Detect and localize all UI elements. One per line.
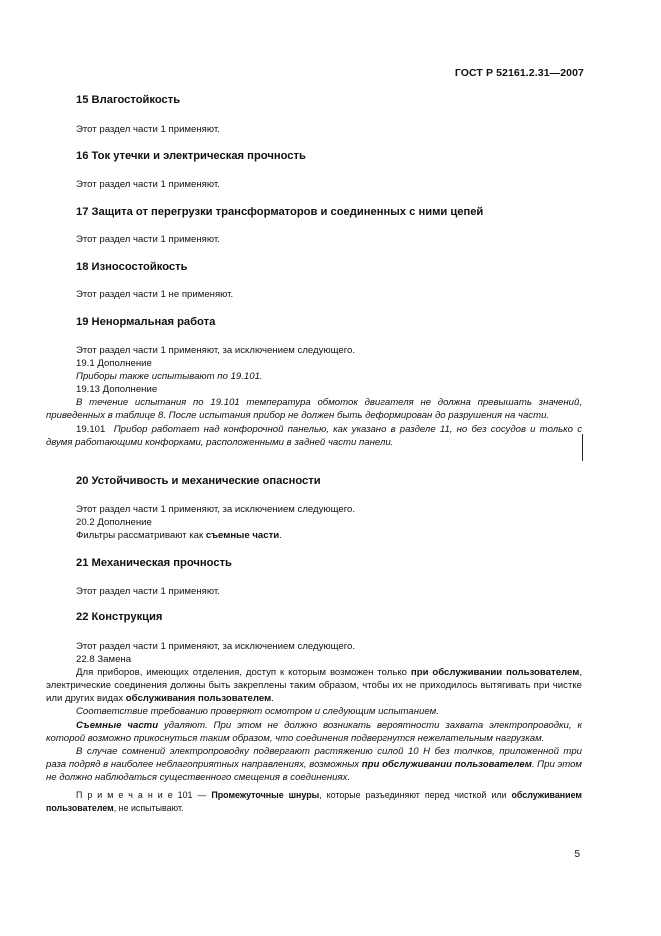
term-user-maintenance-3: при обслуживании пользователем xyxy=(361,758,532,770)
term-intermediate-cords: Промежуточные шнуры xyxy=(211,790,320,801)
clause-19-1-text: Приборы также испытывают по 19.101. xyxy=(76,371,263,383)
note-number: 101 — xyxy=(177,790,212,801)
term-detachable-parts-2: Съемные части xyxy=(76,719,159,731)
section-18-heading: 18 Износостойкость xyxy=(76,261,188,273)
note-text-1: , которые разъединяют перед чисткой или xyxy=(319,790,512,801)
clause-19-13-text: В течение испытания по 19.101 температура обмоток двигателя не должна превышать значений, приведенных в таблице 8. После испытания прибор не должен быть деформирован до разрушения на части. xyxy=(46,397,582,422)
section-19-body xyxy=(46,344,582,449)
section-18-text: Этот раздел части 1 не применяют. xyxy=(76,289,234,300)
para-1-e: . xyxy=(271,693,274,705)
standard-designation: ГОСТ Р 52161.2.31—2007 xyxy=(454,67,584,79)
section-19-intro: Этот раздел части 1 применяют, за исключением следующего. xyxy=(76,345,356,356)
clause-22-8-para-1 xyxy=(46,666,582,705)
note-101 xyxy=(46,789,582,815)
section-17-text: Этот раздел части 1 применяют. xyxy=(76,234,220,245)
section-21-heading: 21 Механическая прочность xyxy=(76,557,232,569)
para-1-c: , электрические соединения должны быть закреплены таким образом, чтобы их не приходилось вытягивать при чистке или других видах xyxy=(46,667,582,705)
section-15-heading: 15 Влагостойкость xyxy=(76,94,181,106)
term-user-maintenance: при обслуживании пользователем xyxy=(410,667,580,679)
section-16-text: Этот раздел части 1 применяют. xyxy=(76,179,220,190)
para-3-b: удаляют. При этом не должно возникать вероятности захвата электропроводки, к которой возможно прикоснуться таким образом, что соединения подвергнутся нежелательным нагрузкам. xyxy=(46,719,582,744)
para-1-a: Для приборов, имеющих отделения, доступ к которым возможен только xyxy=(76,667,411,679)
change-bar xyxy=(582,434,583,461)
clause-20-2-text-c: . xyxy=(279,530,282,542)
section-22-heading: 22 Конструкция xyxy=(76,611,163,623)
clause-22-8-heading: 22.8 Замена xyxy=(76,654,132,666)
clause-19-13-heading: 19.13 Дополнение xyxy=(76,384,158,396)
section-20-body xyxy=(46,503,582,542)
section-16-heading: 16 Ток утечки и электрическая прочность xyxy=(76,150,306,162)
term-user-maintenance-4: обслуживанием пользователем xyxy=(46,790,582,814)
section-17-heading: 17 Защита от перегрузки трансформаторов и соединенных с ними цепей xyxy=(76,206,484,218)
para-4-a: В случае сомнений электропроводку подвергают растяжению силой 10 Н без толчков, приложенной три раза подряд в наиболее неблагоприятных направлениях, возможных xyxy=(46,745,582,770)
page-number: 5 xyxy=(574,849,580,860)
clause-22-8-para-3 xyxy=(46,719,582,745)
note-label: П р и м е ч а н и е xyxy=(76,790,173,801)
section-20-intro: Этот раздел части 1 применяют, за исключением следующего. xyxy=(76,504,356,515)
clause-20-2-text-a: Фильтры рассматривают как xyxy=(76,530,206,542)
clause-20-2-heading: 20.2 Дополнение xyxy=(76,517,152,529)
section-19-heading: 19 Ненормальная работа xyxy=(76,316,216,328)
clause-19-1-heading: 19.1 Дополнение xyxy=(76,358,152,370)
term-user-maintenance-2: обслуживания пользователем xyxy=(125,693,272,705)
clause-22-8-compliance: Соответствие требованию проверяют осмотром и следующим испытанием. xyxy=(76,706,439,718)
clause-22-8-para-4 xyxy=(46,745,582,784)
section-20-heading: 20 Устойчивость и механические опасности xyxy=(76,475,321,487)
section-15-text: Этот раздел части 1 применяют. xyxy=(76,124,220,135)
section-22-intro: Этот раздел части 1 применяют, за исключением следующего. xyxy=(76,641,356,652)
clause-19-101 xyxy=(46,423,582,449)
para-4-c: . При этом не должно наблюдаться существенного смещения в соединениях. xyxy=(46,758,582,783)
clause-19-101-number: 19.101 xyxy=(76,423,106,435)
term-detachable-parts: съемные части xyxy=(205,530,280,542)
clause-19-101-text: Прибор работает над конфорочной панелью, как указано в разделе 11, но без сосудов и только с двумя работающими конфорками, расположенными в задней части панели. xyxy=(46,423,582,448)
clause-20-2-text xyxy=(46,529,582,542)
section-21-text: Этот раздел части 1 применяют. xyxy=(76,586,220,597)
note-text-2: , не испытывают. xyxy=(113,803,184,814)
section-22-body xyxy=(46,640,582,815)
